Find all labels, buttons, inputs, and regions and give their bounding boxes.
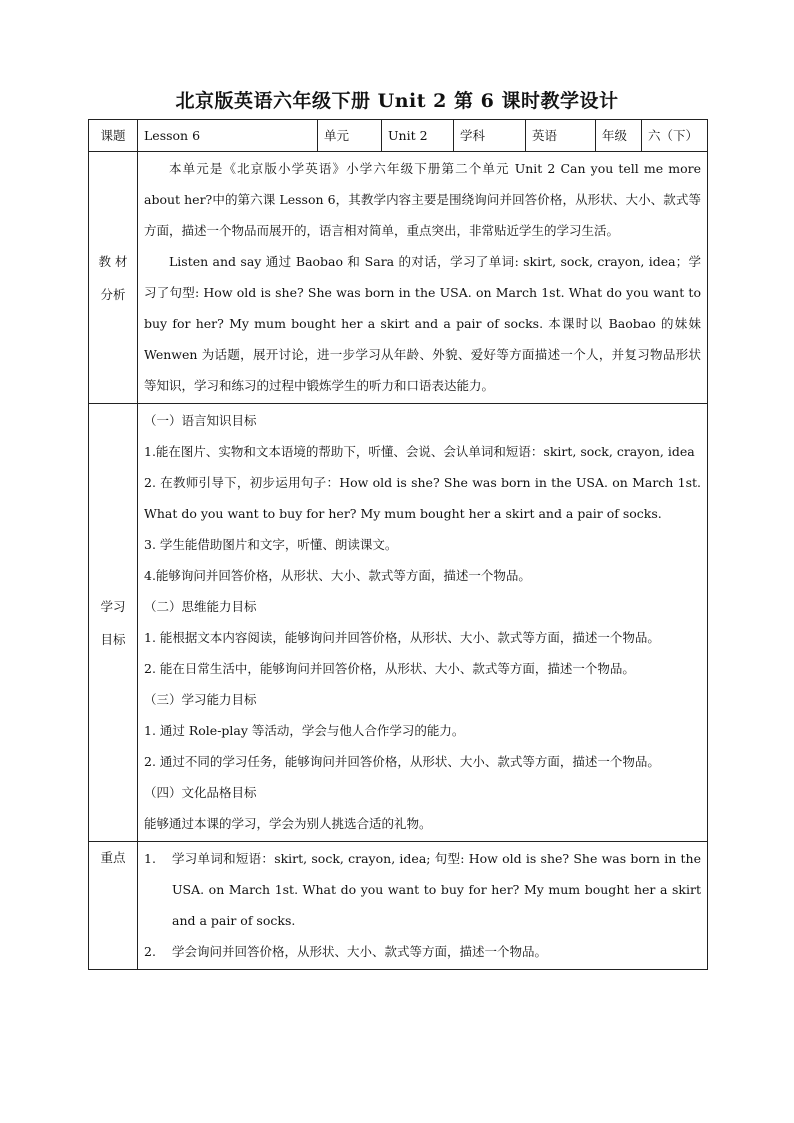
objectives-label-line2: 目标: [100, 631, 126, 647]
lesson-plan-table: [88, 119, 708, 970]
objective-item: 1. 能根据文本内容阅读，能够询问并回答价格，从形状、大小、款式等方面，描述一个物品。: [144, 630, 660, 645]
key-point-item: [144, 936, 701, 967]
key-points-row: [89, 842, 708, 970]
analysis-paragraph-2: Listen and say 通过 Baobao 和 Sara 的对话，学习了单词: skirt, sock, crayon, idea；学习了句型: How old is she? She was born in the USA. on March 1st. What do you want to buy for her? My mum bought her a skirt and a pair of socks. 本课时以 Baobao 的妹妹 Wenwen 为话题，展开讨论，进一步学习从年龄、外貌、爱好等方面描述一个人，并复习物品形状等知识，学习和练习的过程中锻炼学生的听力和口语表达能力。: [144, 254, 701, 393]
subject-value: 英语: [526, 120, 596, 152]
objective-item: 1.能在图片、实物和文本语境的帮助下，听懂、会说、会认单词和短语：skirt, sock, crayon, idea: [144, 444, 695, 459]
objective-item: 2. 能在日常生活中，能够询问并回答价格，从形状、大小、款式等方面，描述一个物品。: [144, 661, 635, 676]
grade-value: 六（下）: [642, 120, 708, 152]
objectives-content: [138, 404, 708, 842]
objective-item: 3. 学生能借助图片和文字，听懂、朗读课文。: [144, 537, 398, 552]
analysis-paragraph-1: 本单元是《北京版小学英语》小学六年级下册第二个单元 Unit 2 Can you tell me more about her?中的第六课 Lesson 6，其教学内容主要是围绕询问并回答价格，从形状、大小、款式等方面，描述一个物品而展开的，语言相对简单，重点突出，非常贴近学生的学习生活。: [144, 161, 701, 238]
objectives-row: [89, 404, 708, 842]
unit-value: Unit 2: [382, 120, 454, 152]
analysis-label: [89, 152, 138, 404]
key-point-text: 学习单词和短语：skirt, sock, crayon, idea; 句型: How old is she? She was born in the USA. on March 1st. What do you want to buy for her? My mum bought her a skirt and a pair of socks.: [172, 851, 701, 928]
objective-item: 2. 在教师引导下，初步运用句子：How old is she? She was born in the USA. on March 1st. What do you want to buy for her? My mum bought her a skirt and a pair of socks.: [144, 475, 701, 521]
key-point-number: 1.: [144, 851, 156, 866]
objectives-label: [89, 404, 138, 842]
unit-label: 单元: [318, 120, 382, 152]
objective-heading-culture: （四）文化品格目标: [144, 785, 257, 800]
analysis-row: [89, 152, 708, 404]
objective-item: 4.能够询问并回答价格，从形状、大小、款式等方面，描述一个物品。: [144, 568, 531, 583]
key-point-item: [144, 843, 701, 936]
key-point-text: 学会询问并回答价格，从形状、大小、款式等方面，描述一个物品。: [172, 944, 548, 959]
lesson-value: Lesson 6: [138, 120, 318, 152]
objective-heading-language: （一）语言知识目标: [144, 413, 257, 428]
objective-item: 2. 通过不同的学习任务，能够询问并回答价格，从形状、大小、款式等方面，描述一个物品。: [144, 754, 660, 769]
analysis-label-line2: 分析: [100, 286, 126, 302]
objective-heading-thinking: （二）思维能力目标: [144, 599, 257, 614]
key-point-number: 2.: [144, 944, 156, 959]
subject-label: 学科: [454, 120, 526, 152]
analysis-content: [138, 152, 708, 404]
key-points-content: [138, 842, 708, 970]
objective-heading-learning: （三）学习能力目标: [144, 692, 257, 707]
header-row: [89, 120, 708, 152]
objectives-label-line1: 学习: [100, 598, 126, 614]
grade-label: 年级: [596, 120, 642, 152]
lesson-label: 课题: [89, 120, 138, 152]
key-points-label: 重点: [89, 842, 138, 970]
analysis-label-line1: 教 材: [98, 253, 128, 269]
objective-item: 能够通过本课的学习，学会为别人挑选合适的礼物。: [144, 816, 432, 831]
document-title: 北京版英语六年级下册 Unit 2 第 6 课时教学设计: [175, 90, 619, 112]
objective-item: 1. 通过 Role-play 等活动，学会与他人合作学习的能力。: [144, 723, 465, 738]
